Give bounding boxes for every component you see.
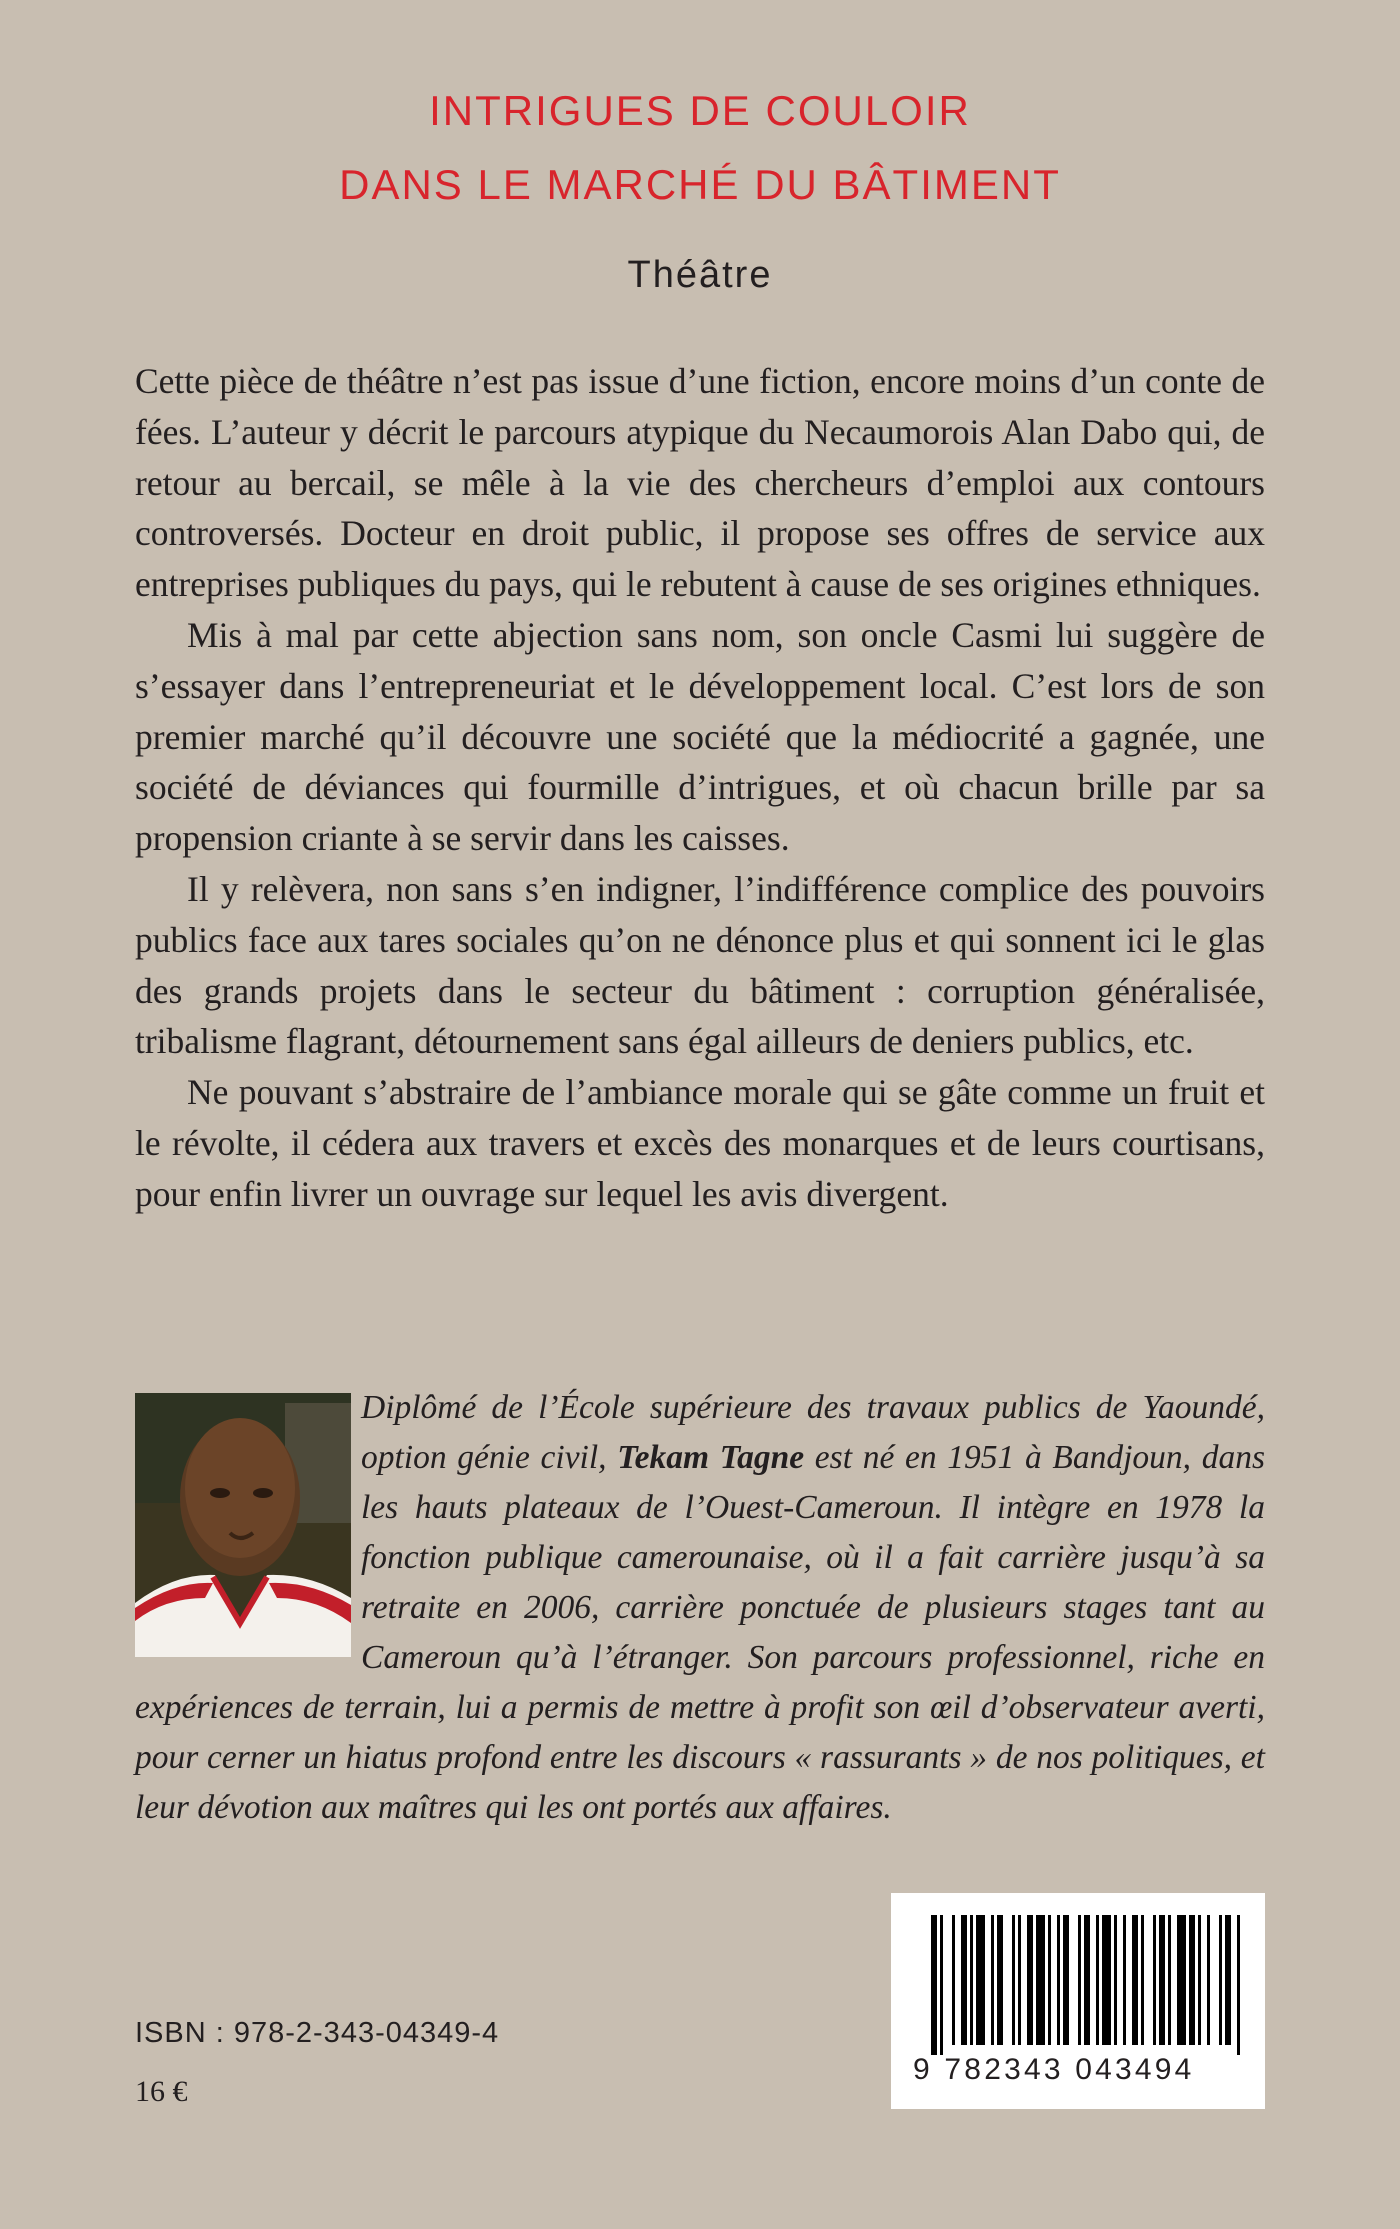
author-bio — [135, 1383, 1265, 1833]
bio-text-after-name: est né en 1951 à Bandjoun, dans les hauts plateaux de l’Ouest-Cameroun. Il intègre en 1978 la fonction publique camerounaise, où il a fait carrière jusqu’à sa retraite en 2006, carrière ponctuée de plusieurs stages tant au Cameroun qu’à l’étranger. Son parcours professionnel, riche en expériences de terrain, lui a permis de mettre à profit son œil d’observateur averti, pour cerner un hiatus profond entre les discours « rassurants » de nos politiques, et leur dévotion aux maîtres qui les ont portés aux affaires. — [135, 1439, 1266, 1826]
title-line-2: DANS LE MARCHÉ DU BÂTIMENT — [339, 161, 1061, 208]
blurb-paragraph: Cette pièce de théâtre n’est pas issue d’une fiction, encore moins d’un conte de fées. L’auteur y décrit le parcours atypique du Necaumorois Alan Dabo qui, de retour au bercail, se mêle à la vie des chercheurs d’emploi aux contours controversés. Docteur en droit public, il propose ses offres de service aux entreprises publiques du pays, qui le rebutent à cause de ses origines ethniques. — [135, 361, 1265, 605]
blurb-paragraph: Ne pouvant s’abstraire de l’ambiance morale qui se gâte comme un fruit et le révolte, il cédera aux travers et excès des monarques et de leurs courtisans, pour enfin livrer un ouvrage sur lequel les avis divergent. — [135, 1072, 1265, 1214]
blurb-paragraph: Il y relèvera, non sans s’en indigner, l’indifférence complice des pouvoirs publics face aux tares sociales qu’on ne dénonce plus et qui sonnent ici le glas des grands projets dans le secteur du bâtiment : corruption généralisée, tribalisme flagrant, détournement sans égal ailleurs de deniers publics, etc. — [135, 868, 1265, 1062]
title-line-1: INTRIGUES DE COULOIR — [429, 87, 971, 134]
blurb-paragraph: Mis à mal par cette abjection sans nom, son oncle Casmi lui suggère de s’essayer dans l’entrepreneuriat et le développement local. C’est lors de son premier marché qu’il découvre une société que la médiocrité a gagnée, une société de déviances qui fourmille d’intrigues, et où chacun brille par sa propension criante à se servir dans les caisses. — [135, 614, 1265, 859]
isbn: ISBN : 978-2-343-04349-4 — [135, 2017, 500, 2049]
genre-label: Théâtre — [627, 254, 773, 296]
bio-text-before-name: Diplômé de l’École supérieure des travaux publics de Yaoundé, option génie civil, — [361, 1389, 1265, 1476]
blurb — [135, 356, 1265, 1220]
barcode — [891, 1893, 1265, 2109]
barcode-digits: 9 782343 043494 — [913, 2053, 1195, 2086]
author-name: Tekam Tagne — [617, 1439, 805, 1476]
price: 16 € — [135, 2075, 188, 2108]
